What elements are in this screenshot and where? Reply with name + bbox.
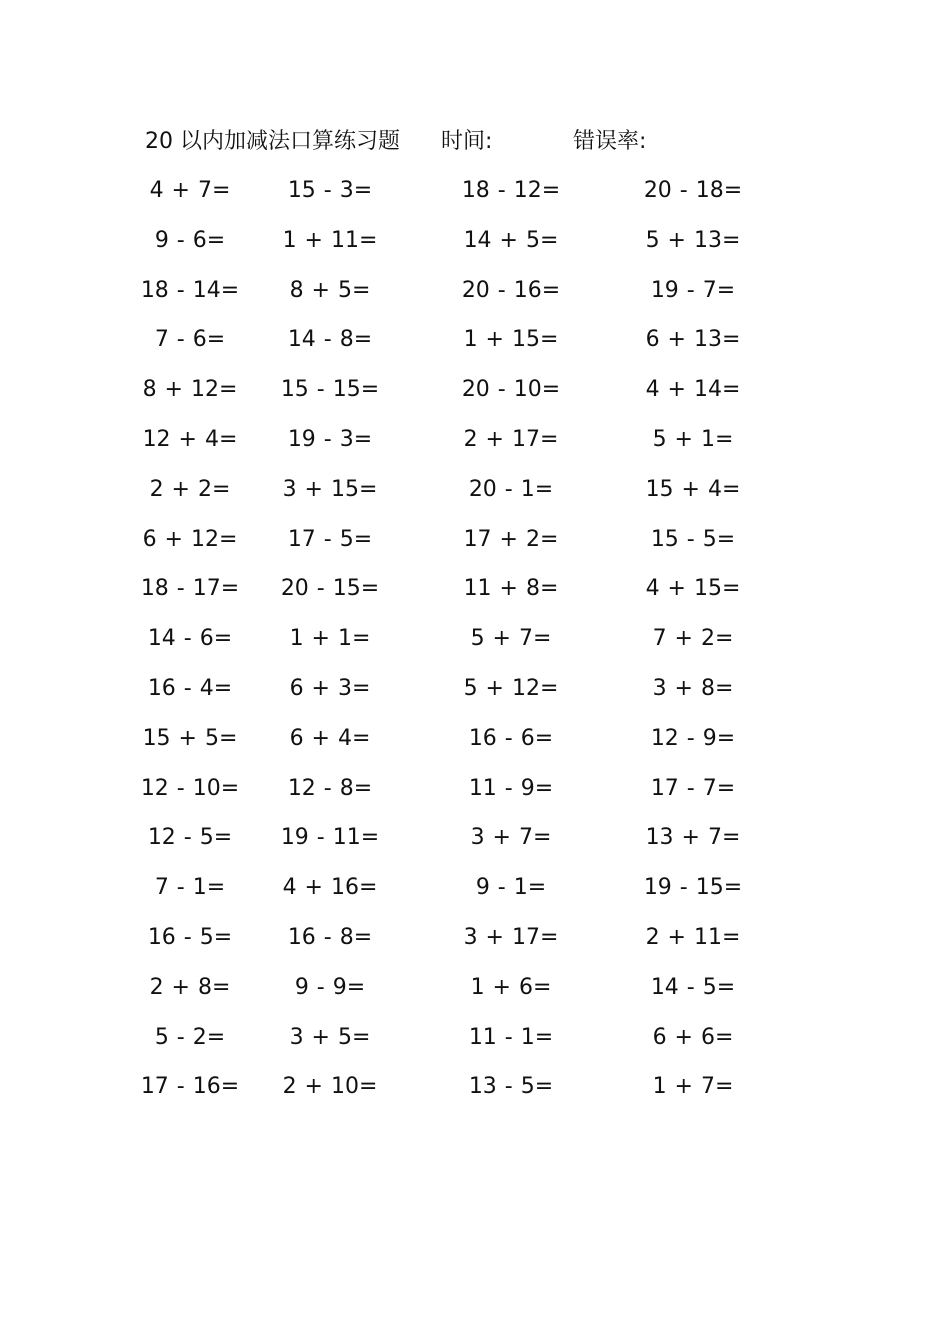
problem-item: 16 - 6= <box>468 725 554 751</box>
problem-item: 3 + 7= <box>470 825 552 851</box>
problem-item: 19 - 11= <box>280 825 380 851</box>
problem-item: 1 + 1= <box>289 626 371 652</box>
problem-item: 7 - 1= <box>154 875 226 901</box>
problem-item: 1 + 11= <box>282 227 378 253</box>
problem-item: 14 - 8= <box>287 327 373 353</box>
problem-item: 11 - 1= <box>468 1024 554 1050</box>
problem-item: 19 - 3= <box>287 426 373 452</box>
problem-item: 9 - 9= <box>294 974 366 1000</box>
problem-item: 2 + 10= <box>282 1074 378 1100</box>
problem-item: 12 - 9= <box>650 725 736 751</box>
problem-item: 1 + 15= <box>463 327 559 353</box>
problem-item: 7 + 2= <box>652 626 734 652</box>
problem-item: 6 + 3= <box>289 675 371 701</box>
problem-item: 17 + 2= <box>463 526 559 552</box>
problem-item: 9 - 6= <box>154 227 226 253</box>
problem-item: 8 + 12= <box>142 377 238 403</box>
problem-item: 2 + 17= <box>463 426 559 452</box>
problem-item: 2 + 2= <box>149 476 231 502</box>
problem-item: 2 + 11= <box>645 924 741 950</box>
problem-grid <box>140 170 800 1116</box>
problem-item: 18 - 17= <box>140 576 240 602</box>
problem-item: 5 - 2= <box>154 1024 226 1050</box>
problem-item: 12 - 8= <box>287 775 373 801</box>
problem-item: 20 - 1= <box>468 476 554 502</box>
problem-item: 12 - 5= <box>147 825 233 851</box>
problem-item: 20 - 15= <box>280 576 380 602</box>
problem-item: 1 + 6= <box>470 974 552 1000</box>
problem-item: 14 + 5= <box>463 227 559 253</box>
problem-item: 7 - 6= <box>154 327 226 353</box>
problem-item: 1 + 7= <box>652 1074 734 1100</box>
problem-item: 9 - 1= <box>475 875 547 901</box>
problem-item: 4 + 7= <box>149 178 231 203</box>
problem-item: 3 + 8= <box>652 675 734 701</box>
problem-item: 14 - 5= <box>650 974 736 1000</box>
problem-item: 3 + 15= <box>282 476 378 502</box>
problem-item: 20 - 16= <box>461 277 561 303</box>
problem-item: 6 + 4= <box>289 725 371 751</box>
problem-item: 4 + 14= <box>645 377 741 403</box>
error-rate-label: 错误率: <box>573 129 647 154</box>
problem-item: 16 - 5= <box>147 924 233 950</box>
problem-item: 15 - 3= <box>287 178 373 203</box>
problem-item: 4 + 16= <box>282 875 378 901</box>
problem-item: 19 - 15= <box>643 875 743 901</box>
problem-item: 14 - 6= <box>147 626 233 652</box>
problem-item: 15 + 5= <box>142 725 238 751</box>
problem-item: 17 - 7= <box>650 775 736 801</box>
problem-item: 11 + 8= <box>463 576 559 602</box>
problem-item: 20 - 10= <box>461 377 561 403</box>
problem-item: 2 + 8= <box>149 974 231 1000</box>
problem-item: 5 + 7= <box>470 626 552 652</box>
problem-item: 12 - 10= <box>140 775 240 801</box>
worksheet-title: 20 以内加减法口算练习题 <box>145 129 400 154</box>
problem-item: 16 - 4= <box>147 675 233 701</box>
problem-item: 6 + 12= <box>142 526 238 552</box>
problem-item: 15 - 5= <box>650 526 736 552</box>
problem-item: 13 + 7= <box>645 825 741 851</box>
problem-item: 5 + 13= <box>645 227 741 253</box>
problem-item: 6 + 6= <box>652 1024 734 1050</box>
problem-item: 13 - 5= <box>468 1074 554 1100</box>
problem-item: 6 + 13= <box>645 327 741 353</box>
problem-item: 19 - 7= <box>650 277 736 303</box>
problem-item: 3 + 5= <box>289 1024 371 1050</box>
problem-item: 11 - 9= <box>468 775 554 801</box>
problem-item: 3 + 17= <box>463 924 559 950</box>
problem-item: 15 + 4= <box>645 476 741 502</box>
problem-item: 17 - 5= <box>287 526 373 552</box>
problem-item: 8 + 5= <box>289 277 371 303</box>
problem-item: 20 - 18= <box>643 178 743 203</box>
problem-item: 4 + 15= <box>645 576 741 602</box>
problem-item: 5 + 12= <box>463 675 559 701</box>
time-label: 时间: <box>441 129 493 154</box>
problem-item: 18 - 12= <box>461 178 561 203</box>
problem-item: 15 - 15= <box>280 377 380 403</box>
problem-item: 18 - 14= <box>140 277 240 303</box>
problem-item: 12 + 4= <box>142 426 238 452</box>
problem-item: 16 - 8= <box>287 924 373 950</box>
problem-item: 17 - 16= <box>140 1074 240 1100</box>
problem-item: 5 + 1= <box>652 426 734 452</box>
